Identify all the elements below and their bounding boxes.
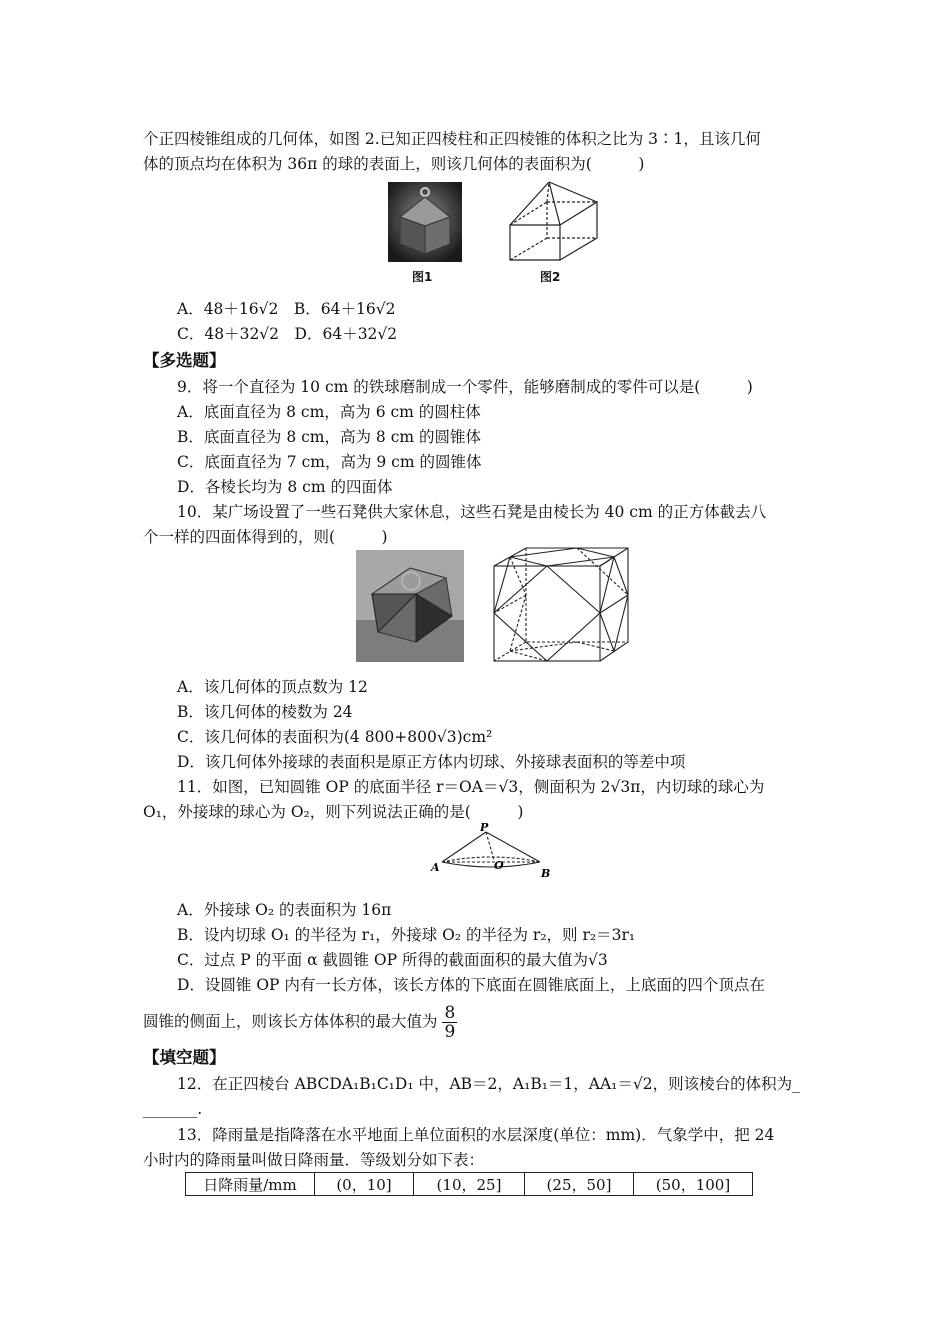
- q11-cone-diagram: [428, 820, 558, 882]
- q10-stem-line1: 10．某广场设置了一些石凳供大家休息，这些石凳是由棱长为 40 cm 的正方体截去八: [177, 503, 767, 521]
- q12-stem-line2: _______.: [143, 1100, 203, 1118]
- q11-fraction-numerator: 8: [444, 1003, 456, 1023]
- q9-option-d: D．各棱长均为 8 cm 的四面体: [177, 478, 393, 496]
- q13-stem-line1: 13．降雨量是指降落在水平地面上单位面积的水层深度(单位：mm)．气象学中，把 24: [177, 1126, 775, 1144]
- table-cell: (0，10]: [315, 1173, 414, 1196]
- q11-fraction: [442, 1004, 457, 1041]
- q11-option-a: A．外接球 O₂ 的表面积为 16π: [177, 901, 392, 919]
- q8-figure2-caption: 图2: [540, 270, 561, 284]
- q11-label-o: O: [494, 859, 504, 872]
- q11-fraction-denominator: 9: [444, 1022, 456, 1042]
- q10-stone-photo: [356, 550, 464, 662]
- q9-option-a: A．底面直径为 8 cm，高为 6 cm 的圆柱体: [177, 403, 481, 421]
- q10-option-d: D．该几何体外接球的表面积是原正方体内切球、外接球表面积的等差中项: [177, 753, 686, 771]
- q13-stem-line2: 小时内的降雨量叫做日降雨量．等级划分如下表：: [143, 1151, 485, 1169]
- q10-option-b: B．该几何体的棱数为 24: [177, 703, 353, 721]
- q8-figure1-photo: [388, 182, 462, 262]
- q9-option-c: C．底面直径为 7 cm，高为 9 cm 的圆锥体: [177, 453, 482, 471]
- q11-label-a: A: [431, 861, 440, 874]
- q10-stem-line2: 个一样的四面体得到的，则( ): [143, 528, 388, 546]
- q10-option-a: A．该几何体的顶点数为 12: [177, 678, 368, 696]
- q8-options-cd: C．48＋32√2 D．64＋32√2: [177, 325, 398, 343]
- rainfall-grade-table: [185, 1172, 753, 1196]
- q8-options-ab: A．48＋16√2 B．64＋16√2: [177, 300, 396, 318]
- q11-label-p: P: [480, 821, 489, 834]
- q11-label-b: B: [541, 867, 551, 880]
- q10-truncated-cube-diagram: [492, 546, 630, 664]
- q11-stem-line1: 11．如图，已知圆锥 OP 的底面半径 r＝OA＝√3，侧面积为 2√3π，内切球的球心为: [177, 778, 765, 796]
- q11-option-d-line2: [143, 1004, 457, 1041]
- table-cell-header: 日降雨量/mm: [186, 1173, 315, 1196]
- q9-stem: 9．将一个直径为 10 cm 的铁球磨制成一个零件，能够磨制成的零件可以是( ): [177, 378, 753, 396]
- q11-option-c: C．过点 P 的平面 α 截圆锥 OP 所得的截面面积的最大值为√3: [177, 951, 608, 969]
- q10-option-c: C．该几何体的表面积为(4 800+800√3)cm²: [177, 728, 493, 746]
- q8-stem-line1: 个正四棱锥组成的几何体，如图 2.已知正四棱柱和正四棱锥的体积之比为 3∶1，且该几何: [143, 130, 761, 148]
- section-heading-multi: 【多选题】: [143, 351, 226, 370]
- q11-option-b: B．设内切球 O₁ 的半径为 r₁，外接球 O₂ 的半径为 r₂，则 r₂＝3r₁: [177, 926, 636, 944]
- table-cell: (25，50]: [525, 1173, 634, 1196]
- q11-option-d-text: 圆锥的侧面上，则该长方体体积的最大值为: [143, 1012, 438, 1031]
- section-heading-fill: 【填空题】: [143, 1048, 226, 1067]
- table-cell: (10，25]: [414, 1173, 525, 1196]
- q9-option-b: B．底面直径为 8 cm，高为 8 cm 的圆锥体: [177, 428, 482, 446]
- table-cell: (50，100]: [634, 1173, 753, 1196]
- table-row: [186, 1173, 753, 1196]
- q12-stem-line1: 12．在正四棱台 ABCDA₁B₁C₁D₁ 中，AB＝2，A₁B₁＝1，AA₁＝√2，则该棱台的体积为_: [177, 1075, 800, 1093]
- q11-stem-line2: O₁，外接球的球心为 O₂，则下列说法正确的是( ): [143, 803, 524, 821]
- q8-figure1-caption: 图1: [412, 270, 433, 284]
- q8-stem-line2: 体的顶点均在体积为 36π 的球的表面上，则该几何体的表面积为( ): [143, 155, 645, 173]
- q11-option-d-line1: D．设圆锥 OP 内有一长方体，该长方体的下底面在圆锥底面上，上底面的四个顶点在: [177, 976, 765, 994]
- q8-figure2-diagram: [505, 180, 605, 262]
